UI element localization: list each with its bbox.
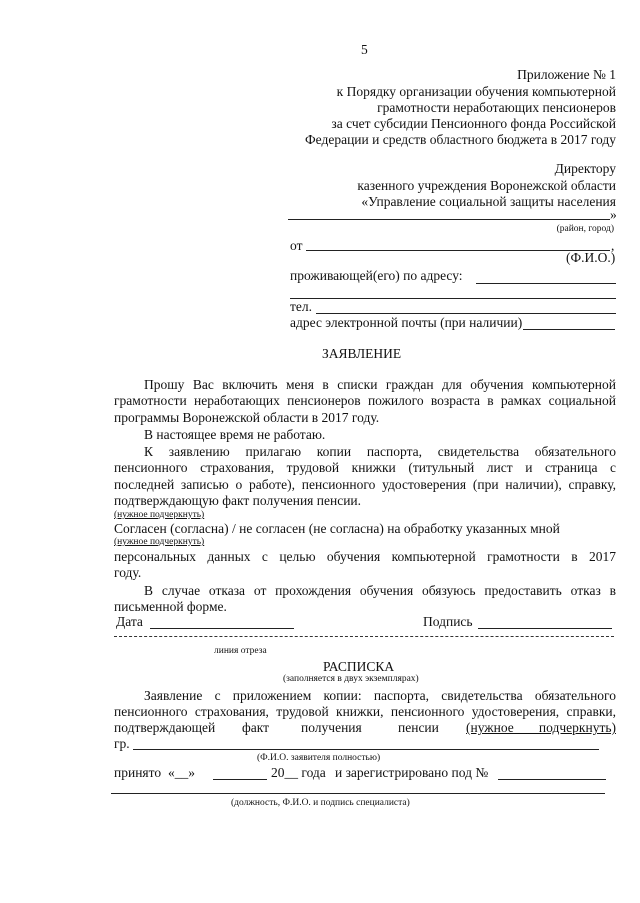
appendix-line: за счет субсидии Пенсионного фонда Российской — [331, 116, 616, 131]
consent-line: Согласен (согласна) / не согласен (не согласна) на обработку указанных мной — [114, 521, 560, 536]
receipt-subtitle: (заполняется в двух экземплярах) — [283, 674, 419, 684]
addressee-line: Директору — [554, 161, 616, 176]
address-label: проживающей(его) по адресу: — [290, 268, 463, 283]
appendix-line: к Порядку организации обучения компьютерной — [336, 84, 616, 99]
statement-p4-line: персональных данных с целью обучения компьютерной грамотности в 2017 — [114, 549, 616, 564]
receipt-line: пенсионного страхования, трудовой книжки, пенсионного удостоверения, справки, — [114, 704, 616, 719]
fio-hint: (Ф.И.О.) — [566, 250, 616, 265]
statement-p5-line: письменной форме. — [114, 599, 227, 614]
receipt-title: РАСПИСКА — [323, 659, 395, 674]
addressee-line: казенного учреждения Воронежской области — [357, 178, 616, 193]
phone-field[interactable] — [316, 313, 616, 314]
receipt-line: Заявление с приложением копии: паспорта, свидетельства обязательного — [144, 688, 616, 703]
email-field[interactable] — [523, 329, 615, 330]
phone-label: тел. — [290, 299, 313, 314]
applicant-name-field[interactable] — [133, 749, 599, 750]
from-comma: , — [611, 238, 615, 253]
statement-p2: В настоящее время не работаю. — [144, 427, 326, 442]
fio-full-hint: (Ф.И.О. заявителя полностью) — [257, 753, 381, 763]
statement-p1-line: программы Воронежской области в 2017 году. — [114, 410, 380, 425]
statement-p1-line: грамотности неработающих пенсионеров пожилого возраста в рамках социальной — [114, 393, 616, 408]
appendix-line: Приложение № 1 — [517, 67, 616, 82]
specialist-field[interactable] — [111, 793, 605, 794]
registered-label: и зарегистрировано под № — [335, 765, 489, 780]
statement-p3-line: подтверждающую факт получения пенсии. — [114, 493, 362, 508]
statement-p1-line: Прошу Вас включить меня в списки граждан для обучения компьютерной — [144, 377, 616, 392]
accepted-day[interactable]: «__» — [168, 765, 195, 780]
underline-hint: (нужное подчеркнуть) — [114, 510, 205, 520]
date-label: Дата — [116, 614, 143, 629]
accepted-year: 20__ года — [271, 765, 326, 780]
receipt-underline-hint: (нужное подчеркнуть) — [466, 720, 616, 735]
address-field-2[interactable] — [290, 298, 616, 299]
district-hint: (район, город) — [556, 224, 614, 234]
from-label: от — [290, 238, 303, 253]
appendix-line: грамотности неработающих пенсионеров — [377, 100, 616, 115]
gr-label: гр. — [114, 736, 130, 751]
cut-line-label: линия отреза — [214, 646, 267, 656]
registration-number-field[interactable] — [498, 779, 606, 780]
receipt-word: пенсии — [398, 720, 439, 735]
email-label: адрес электронной почты (при наличии) — [290, 315, 523, 330]
accepted-label: принято — [114, 765, 162, 780]
statement-p5-line: В случае отказа от прохождения обучения обязуюсь предоставить отказ в — [144, 583, 616, 598]
statement-p3-line: пенсионного страхования, трудовой книжки (титульный лист и страница с — [114, 460, 616, 475]
district-field[interactable] — [288, 219, 610, 220]
statement-p4-line: году. — [114, 565, 142, 580]
signature-field[interactable] — [478, 628, 612, 629]
underline-hint: (нужное подчеркнуть) — [114, 537, 205, 547]
closing-quote: » — [610, 207, 617, 222]
date-field[interactable] — [150, 628, 294, 629]
address-field-1[interactable] — [476, 283, 616, 284]
addressee-line: «Управление социальной защиты населения — [361, 194, 616, 209]
specialist-hint: (должность, Ф.И.О. и подпись специалиста) — [231, 798, 410, 808]
receipt-word: подтверждающей — [114, 720, 216, 735]
from-field[interactable] — [306, 250, 610, 251]
statement-title: ЗАЯВЛЕНИЕ — [322, 346, 402, 361]
accepted-month-field[interactable] — [213, 779, 267, 780]
statement-p3-line: К заявлению прилагаю копии паспорта, свидетельства обязательного — [144, 444, 616, 459]
statement-p3-line: последней записью о работе), пенсионного удостоверения (при наличии), справку, — [114, 477, 616, 492]
receipt-word: получения — [301, 720, 362, 735]
signature-label: Подпись — [423, 614, 473, 629]
receipt-word: факт — [242, 720, 270, 735]
page-number: 5 — [361, 42, 368, 57]
cut-line — [114, 636, 614, 637]
appendix-line: Федерации и средств областного бюджета в 2017 году — [304, 132, 616, 147]
